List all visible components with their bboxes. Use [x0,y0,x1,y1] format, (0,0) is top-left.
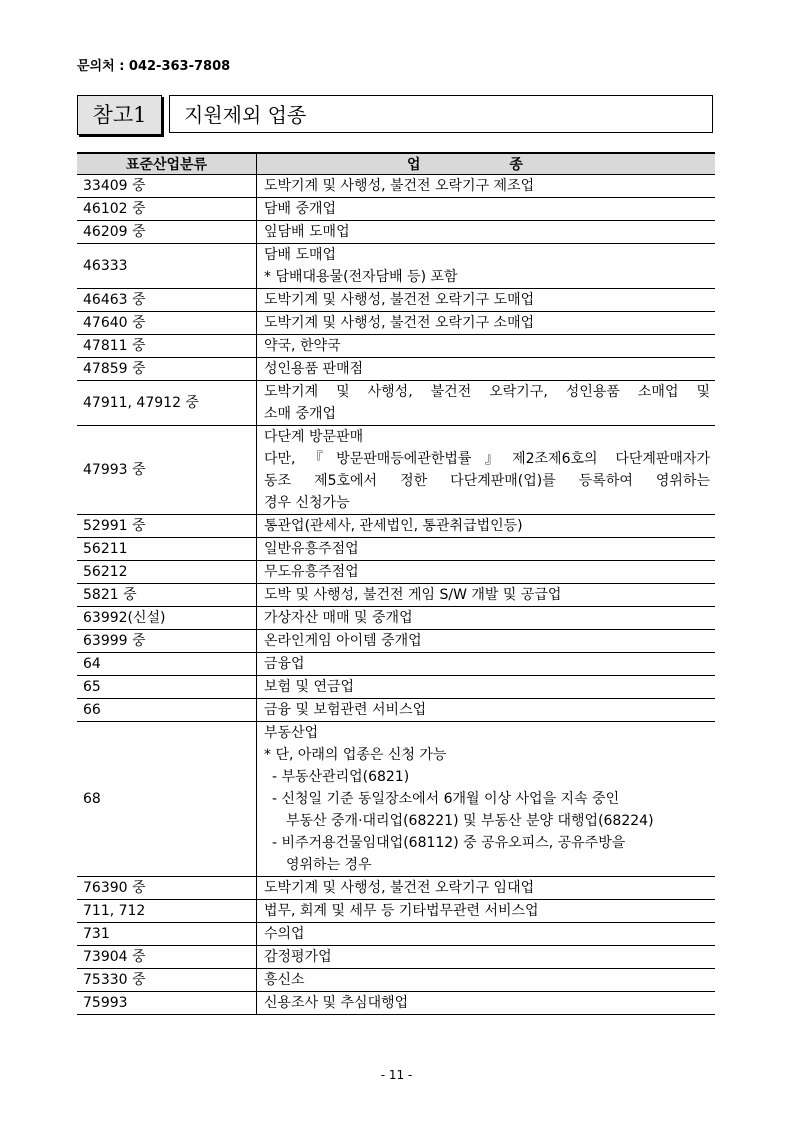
exception-item-cont: 부동산 중개·대리업(68221) 및 부동산 분양 대행업(68224) [286,813,654,829]
row-industry [257,923,716,946]
table-row [77,946,715,969]
row-industry [257,426,716,515]
industry-line: 금융 및 보험관련 서비스업 [264,702,427,718]
industry-line: 흥신소 [264,972,305,988]
table-row [77,175,715,198]
row-industry [257,722,716,877]
industry-line: 도박기계 및 사행성, 불건전 오락기구 소매업 [264,315,535,331]
row-industry [257,676,716,699]
row-industry [257,358,716,381]
row-industry [257,289,716,312]
table-row [77,900,715,923]
table-row [77,244,715,289]
industry-line: 도박기계 및 사행성, 불건전 오락기구 도매업 [264,292,535,308]
table-row [77,992,715,1015]
industry-note: * 담배대용물(전자담배 등) 포함 [264,269,458,285]
table-row [77,515,715,538]
industry-line: 수의업 [264,926,305,942]
row-code: 47859 중 [77,358,257,381]
row-industry [257,630,716,653]
exception-item: - 비주거용건물임대업(68112) 중 공유오피스, 공유주방을 [272,835,626,851]
row-industry [257,584,716,607]
industry-line: 감정평가업 [264,949,332,965]
row-industry [257,312,716,335]
industry-line: 도박기계 및 사행성, 불건전 오락기구 임대업 [264,880,535,896]
industry-line: 통관업(관세사, 관세법인, 통관취급법인등) [264,518,523,534]
row-industry [257,175,716,198]
industry-line: 가상자산 매매 및 중개업 [264,610,413,626]
row-code: 75330 중 [77,969,257,992]
row-industry [257,515,716,538]
row-code: 46209 중 [77,221,257,244]
row-code: 46463 중 [77,289,257,312]
section-label: 참고1 [77,95,162,135]
table-row [77,877,715,900]
row-code: 64 [77,653,257,676]
table-row [77,538,715,561]
header-industry-label: 업 종 [407,157,565,173]
row-industry [257,335,716,358]
industry-line: 다단계 방문판매 [264,429,364,445]
page-number: - 11 - [380,1068,413,1082]
row-code: 711, 712 [77,900,257,923]
row-industry [257,561,716,584]
row-code: 68 [77,722,257,877]
industry-line: 다만,『방문판매등에관한법률』제2조제6호의 다단계판매자가 [264,451,710,467]
row-industry [257,198,716,221]
row-industry [257,538,716,561]
row-code: 76390 중 [77,877,257,900]
table-row [77,312,715,335]
industry-line: 도박 및 사행성, 불건전 게임 S/W 개발 및 공급업 [264,587,562,603]
row-industry [257,653,716,676]
table-row [77,289,715,312]
contact-info: 문의처 : 042-363-7808 [77,59,231,74]
row-industry [257,900,716,923]
row-code: 65 [77,676,257,699]
table-row [77,584,715,607]
row-code: 47911, 47912 중 [77,381,257,426]
industry-line: 보험 및 연금업 [264,679,355,695]
exception-item: - 신청일 기준 동일장소에서 6개월 이상 사업을 지속 중인 [272,791,620,807]
industry-line: 온라인게임 아이템 중개업 [264,633,422,649]
table-row [77,335,715,358]
table-row [77,630,715,653]
row-industry [257,221,716,244]
row-code: 46102 중 [77,198,257,221]
table-row [77,653,715,676]
table-row [77,722,715,877]
table-row [77,699,715,722]
row-code: 47993 중 [77,426,257,515]
exception-item: - 부동산관리업(6821) [272,769,410,785]
table-row [77,969,715,992]
industry-line: 소매 중개업 [264,406,337,422]
table-row [77,561,715,584]
table-row [77,923,715,946]
row-code: 47640 중 [77,312,257,335]
industry-line: 부동산업 [264,725,319,741]
table-row [77,221,715,244]
industry-line: 도박기계 및 사행성, 불건전 오락기구, 성인용품 소매업 및 [264,384,710,400]
row-industry [257,969,716,992]
industry-line: 담배 도매업 [264,247,337,263]
row-industry [257,877,716,900]
industry-line: 금융업 [264,656,305,672]
row-code: 47811 중 [77,335,257,358]
row-code: 56211 [77,538,257,561]
industry-line: 도박기계 및 사행성, 불건전 오락기구 제조업 [264,178,535,194]
table-row [77,607,715,630]
section-header [77,95,715,135]
row-code: 73904 중 [77,946,257,969]
table-header-row [77,153,715,175]
row-industry [257,992,716,1015]
industry-note: * 단, 아래의 업종은 신청 가능 [264,747,447,763]
row-industry [257,381,716,426]
header-code: 표준산업분류 [77,153,257,175]
row-code: 33409 중 [77,175,257,198]
row-industry [257,946,716,969]
industry-line: 동조 제5호에서 정한 다단계판매(업)를 등록하여 영위하는 [264,473,710,489]
table-row [77,358,715,381]
section-title: 지원제외 업종 [169,95,713,133]
industry-line: 신용조사 및 추심대행업 [264,995,409,1011]
industry-line: 법무, 회계 및 세무 등 기타법무관련 서비스업 [264,903,539,919]
row-industry [257,607,716,630]
row-code: 46333 [77,244,257,289]
row-code: 731 [77,923,257,946]
row-industry [257,699,716,722]
header-industry [257,153,716,175]
industry-line: 담배 중개업 [264,201,337,217]
row-code: 5821 중 [77,584,257,607]
table-row [77,381,715,426]
row-code: 66 [77,699,257,722]
row-code: 56212 [77,561,257,584]
row-code: 52991 중 [77,515,257,538]
industry-line: 일반유흥주점업 [264,541,359,557]
industry-line: 약국, 한약국 [264,338,341,354]
row-code: 63992(신설) [77,607,257,630]
industry-line: 경우 신청가능 [264,495,350,511]
industry-line: 무도유흥주점업 [264,564,359,580]
industry-line: 성인용품 판매점 [264,361,364,377]
industry-line: 잎담배 도매업 [264,224,350,240]
row-code: 75993 [77,992,257,1015]
table-row [77,198,715,221]
excluded-industries-table [77,152,715,1015]
table-row [77,676,715,699]
row-code: 63999 중 [77,630,257,653]
table-row [77,426,715,515]
row-industry [257,244,716,289]
exception-item-cont: 영위하는 경우 [286,857,372,873]
